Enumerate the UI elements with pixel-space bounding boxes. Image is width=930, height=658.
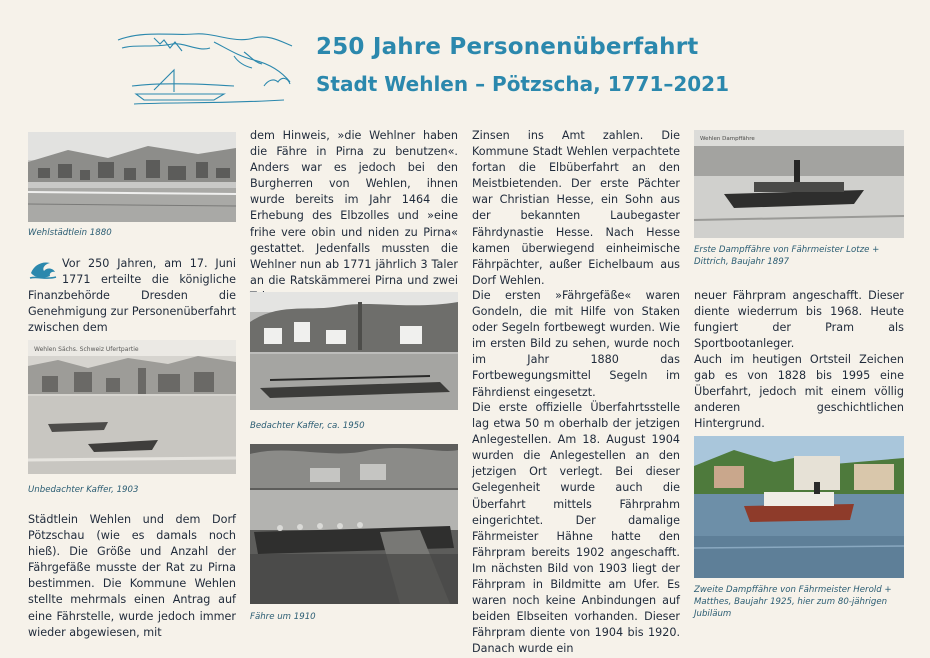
caption-photo-4: Fähre um 1910 — [250, 612, 316, 622]
page-title: 250 Jahre Personenüberfahrt — [316, 34, 699, 60]
text-column-1b: Städtlein Wehlen und dem Dorf Pötzschau (wie es damals noch hieß). Die Größe und Anzahl der Fährgefäße musste der Rat zu Pirna bestimmen. Die Kommune Wehlen stellte mehrmals einen Antrag auf eine Fährstelle, wurde jedoch immer wieder abgewiesen, mit — [28, 513, 236, 639]
photo-inscription-5: Wehlen Dampffähre — [700, 136, 755, 142]
photo-inscription-2: Wehlen Sächs. Schweiz Ufertpartie — [34, 346, 139, 353]
photo-unbedachter-kaffer — [28, 340, 236, 474]
caption-photo-3: Bedachter Kaffer, ca. 1950 — [250, 421, 365, 431]
caption-photo-1: Wehlstädtlein 1880 — [28, 228, 112, 238]
text-column-1a: Vor 250 Jahren, am 17. Juni 1771 erteilte die königliche Finanzbehörde Dresden die Genehmigung zur Personenüberfahrt zwischen dem — [28, 257, 236, 335]
text-column-2a: dem Hinweis, »die Wehlner haben die Fähre in Pirna zu benutzen«. Anders war es jedoch bei den Burgherren von Wehlen, ihnen wurde bereits im Jahr 1464 die Erhebung des Elbzolles und »eine frihe vere obin und niden zu Pirna« gestattet. Jedenfalls mussten die Wehlner nun ab 1771 jährlich 3 Taler an die Ratskämmerei Pirna und zwei — [250, 129, 458, 287]
wave-icon — [28, 257, 58, 281]
text-column-4a: neuer Fährpram angeschafft. Dieser diente wiederrum bis 1968. Heute fungiert der Pram als Sportbootanleger. — [694, 289, 904, 351]
header — [316, 30, 729, 100]
ferry-sketch-logo — [114, 26, 294, 108]
text-column-3b: Die ersten »Fährgefäße« waren Gondeln, die mit Hilfe von Staken oder Segeln fortbewegt wurden. Wie im ersten Bild zu sehen, wurde noch im Jahr 1880 das Fortbewegungsmittel Segeln im Fährdienst eingesetzt. — [472, 289, 680, 399]
caption-photo-2: Unbedachter Kaffer, 1903 — [28, 485, 139, 495]
page-subtitle: Stadt Wehlen – Pötzscha, 1771–2021 — [316, 72, 730, 96]
caption-photo-6: Zweite Dampffähre von Fährmeister Herold + Matthes, Baujahr 1925, hier zum 80-jährigen Jubiläum — [694, 585, 892, 619]
text-column-4b: Auch im heutigen Ortsteil Zeichen gab es von 1828 bis 1995 eine Überfahrt, jedoch mit einem völlig anderen geschichtlichen Hintergrund. — [694, 353, 904, 431]
text-column-3a: Zinsen ins Amt zahlen. Die Kommune Stadt Wehlen verpachtete fortan die Elbüberfahrt an den Meistbietenden. Der erste Pächter war Christian Hesse, ein Sohn aus der bekannten Laubegaster Fährdynastie Hesse. Nach Hesse kamen überwiegend einheimische Fährpächter, außer Eichelbaum aus Dorf Wehlen. — [472, 129, 680, 287]
photo-bedachter-kaffer — [250, 292, 458, 410]
photo-wehlstaedtlein — [28, 132, 236, 222]
photo-zweite-dampffaehre — [694, 436, 904, 578]
text-intro — [28, 256, 236, 336]
photo-erste-dampffaehre — [694, 130, 904, 238]
text-column-3c: Die erste offizielle Überfahrtsstelle lag etwa 50 m oberhalb der jetzigen Anlegestellen. Am 18. August 1904 wurden die Anlegestellen an den jetzigen Ort verlegt. Bei dieser Gelegenheit wurde auch die Überfahrt mittels Fährprahm eingerichtet. Der damalige Fährmeister Hähne hatte den Fährpram bereits 1902 angeschafft. Im nächsten Bild von 1903 liegt der Fährpram in Bildmitte am Ufer. Es waren noch keine Anbindungen auf beiden Elbseiten vorhanden. Dieser Fährpram diente von 1904 bis 1920. Danach wurde ein — [472, 401, 680, 656]
photo-faehre-1910 — [250, 444, 458, 604]
caption-photo-5: Erste Dampffähre von Fährmeister Lotze + Dittrich, Baujahr 1897 — [694, 245, 880, 267]
